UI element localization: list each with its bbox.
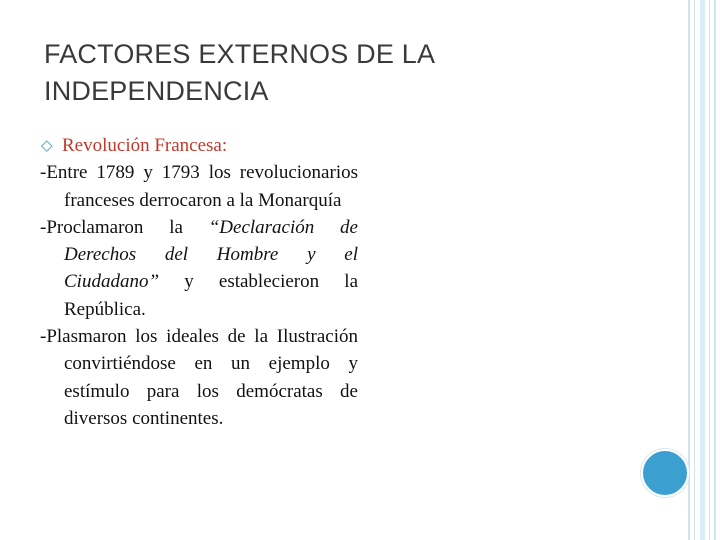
border-line-3 [700, 0, 705, 540]
slide-title [44, 36, 644, 110]
paragraph-2-prefix: -Proclamaron la [40, 216, 209, 238]
border-line-1 [688, 0, 690, 540]
paragraph-2-italic: “Declaración de Derechos del Hombre y el Ciudadano” [64, 216, 358, 293]
paragraph-2-suffix: y establecieron la República. [64, 271, 358, 320]
border-line-5 [714, 0, 716, 540]
border-line-4 [709, 0, 710, 540]
border-line-2 [694, 0, 695, 540]
bullet-heading-row [40, 132, 358, 159]
diamond-outline-icon: ◇ [41, 136, 53, 154]
decorative-circle [641, 449, 689, 497]
paragraph-3: -Plasmaron los ideales de la Ilustración convirtiéndose en un ejemplo y estímulo para los demócratas de diversos continentes. [40, 326, 358, 429]
paragraph-1: -Entre 1789 y 1793 los revolucionarios franceses derrocaron a la Monarquía [40, 162, 358, 211]
bullet-heading: Revolución Francesa: [62, 135, 228, 156]
slide-body [40, 132, 358, 432]
title-line-2: INDEPENDENCIA [44, 76, 269, 106]
paragraph-2 [40, 214, 358, 323]
title-line-1: FACTORES EXTERNOS DE LA [44, 39, 436, 69]
